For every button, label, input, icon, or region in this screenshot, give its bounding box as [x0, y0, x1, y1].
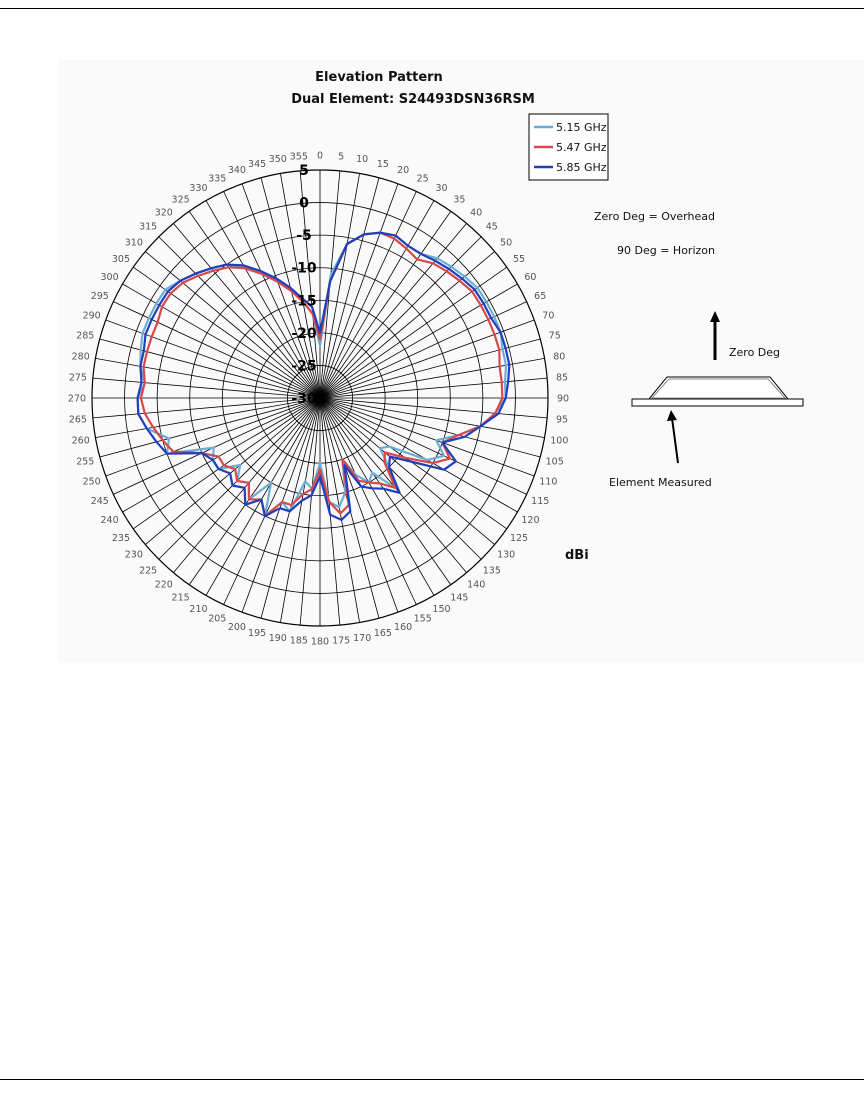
- angle-tick-label: 15: [376, 158, 389, 170]
- radial-tick-label: -30: [291, 391, 317, 407]
- radial-tick-label: -15: [291, 293, 317, 310]
- angle-tick-label: 10: [356, 154, 369, 166]
- angle-tick-label: 50: [500, 237, 513, 249]
- angle-tick-label: 110: [539, 476, 558, 488]
- radial-tick-label: 5: [299, 163, 309, 179]
- chart-subtitle: Dual Element: S24493DSN36RSM: [291, 92, 535, 107]
- legend: [529, 114, 608, 180]
- angle-tick-label: 295: [90, 290, 109, 302]
- angle-tick-label: 25: [416, 173, 429, 185]
- ninety-deg-horizon-note: 90 Deg = Horizon: [617, 244, 715, 257]
- angle-tick-label: 315: [139, 221, 158, 233]
- angle-tick-label: 55: [513, 254, 526, 266]
- angle-tick-label: 250: [82, 476, 101, 488]
- angle-tick-label: 325: [171, 194, 190, 206]
- angle-tick-label: 340: [227, 165, 246, 177]
- zero-deg-arrow-label: Zero Deg: [729, 346, 781, 359]
- angle-tick-label: 205: [208, 613, 227, 625]
- angle-tick-label: 300: [100, 272, 119, 283]
- angle-tick-label: 245: [90, 496, 109, 508]
- angle-tick-label: 345: [248, 158, 267, 170]
- chart-background: [58, 60, 864, 663]
- angle-tick-label: 140: [467, 579, 486, 591]
- angle-tick-label: 210: [189, 603, 208, 615]
- angle-tick-label: 220: [154, 579, 173, 591]
- zero-deg-overhead-note: Zero Deg = Overhead: [594, 210, 715, 223]
- angle-tick-label: 160: [394, 621, 413, 633]
- element-measured-label: Element Measured: [609, 476, 712, 489]
- angle-tick-label: 200: [227, 621, 246, 633]
- angle-tick-label: 280: [71, 351, 90, 363]
- angle-tick-label: 115: [531, 496, 550, 508]
- angle-tick-label: 105: [545, 456, 564, 468]
- radial-tick-label: -25: [291, 358, 317, 375]
- radial-tick-label: -10: [291, 260, 317, 277]
- angle-tick-label: 155: [413, 613, 432, 625]
- angle-tick-label: 230: [124, 549, 143, 561]
- element-housing: [649, 377, 788, 399]
- angle-tick-label: 310: [124, 237, 143, 249]
- angle-tick-label: 95: [556, 414, 569, 426]
- angle-tick-label: 335: [208, 173, 227, 185]
- angle-tick-label: 265: [68, 414, 87, 426]
- angle-tick-label: 215: [171, 592, 190, 604]
- angle-tick-label: 285: [76, 330, 95, 342]
- angle-tick-label: 90: [556, 393, 570, 405]
- angle-tick-label: 255: [76, 456, 95, 468]
- angle-tick-label: 225: [139, 565, 158, 577]
- angle-tick-label: 320: [154, 207, 173, 219]
- angle-tick-label: 305: [111, 254, 131, 266]
- angle-tick-label: 350: [268, 154, 287, 166]
- angle-tick-label: 120: [521, 515, 540, 526]
- angle-tick-label: 170: [353, 632, 372, 644]
- angle-tick-label: 185: [289, 635, 308, 647]
- angle-tick-label: 175: [332, 635, 351, 647]
- angle-tick-label: 150: [432, 603, 451, 615]
- angle-tick-label: 275: [68, 372, 87, 384]
- angle-tick-label: 85: [556, 372, 569, 384]
- angle-tick-label: 60: [524, 272, 537, 283]
- angle-tick-label: 240: [100, 515, 119, 526]
- angle-tick-label: 65: [534, 290, 547, 302]
- angle-tick-label: 0: [316, 150, 324, 162]
- angle-tick-label: 235: [111, 532, 131, 544]
- angle-tick-label: 190: [268, 632, 287, 644]
- mounting-plate: [632, 399, 803, 406]
- angle-tick-label: 330: [189, 183, 208, 195]
- angle-tick-label: 70: [542, 310, 555, 322]
- unit-label: dBi: [565, 548, 589, 563]
- angle-tick-label: 35: [453, 194, 466, 206]
- angle-tick-label: 30: [435, 183, 448, 195]
- legend-label: 5.15 GHz: [556, 121, 607, 134]
- angle-tick-label: 355: [289, 151, 308, 163]
- angle-tick-label: 75: [548, 330, 561, 342]
- angle-tick-label: 290: [82, 310, 101, 322]
- angle-tick-label: 125: [509, 532, 529, 544]
- angle-tick-label: 20: [397, 165, 410, 177]
- angle-tick-label: 135: [482, 565, 501, 577]
- angle-tick-label: 195: [248, 628, 267, 640]
- angle-tick-label: 45: [485, 221, 498, 233]
- angle-tick-label: 180: [310, 636, 330, 648]
- angle-tick-label: 80: [553, 351, 566, 363]
- chart-title: Elevation Pattern: [315, 70, 443, 85]
- radial-tick-label: -5: [296, 228, 312, 245]
- angle-tick-label: 165: [373, 628, 392, 640]
- legend-label: 5.85 GHz: [556, 161, 607, 174]
- radial-tick-label: -20: [291, 325, 317, 342]
- angle-tick-label: 100: [550, 435, 569, 447]
- radial-tick-label: 0: [299, 195, 309, 212]
- legend-label: 5.47 GHz: [556, 141, 607, 154]
- angle-tick-label: 40: [470, 207, 483, 219]
- angle-tick-label: 270: [67, 393, 87, 405]
- angle-tick-label: 5: [338, 151, 345, 163]
- angle-tick-label: 145: [450, 592, 469, 604]
- angle-tick-label: 260: [71, 435, 90, 447]
- angle-tick-label: 130: [497, 549, 516, 561]
